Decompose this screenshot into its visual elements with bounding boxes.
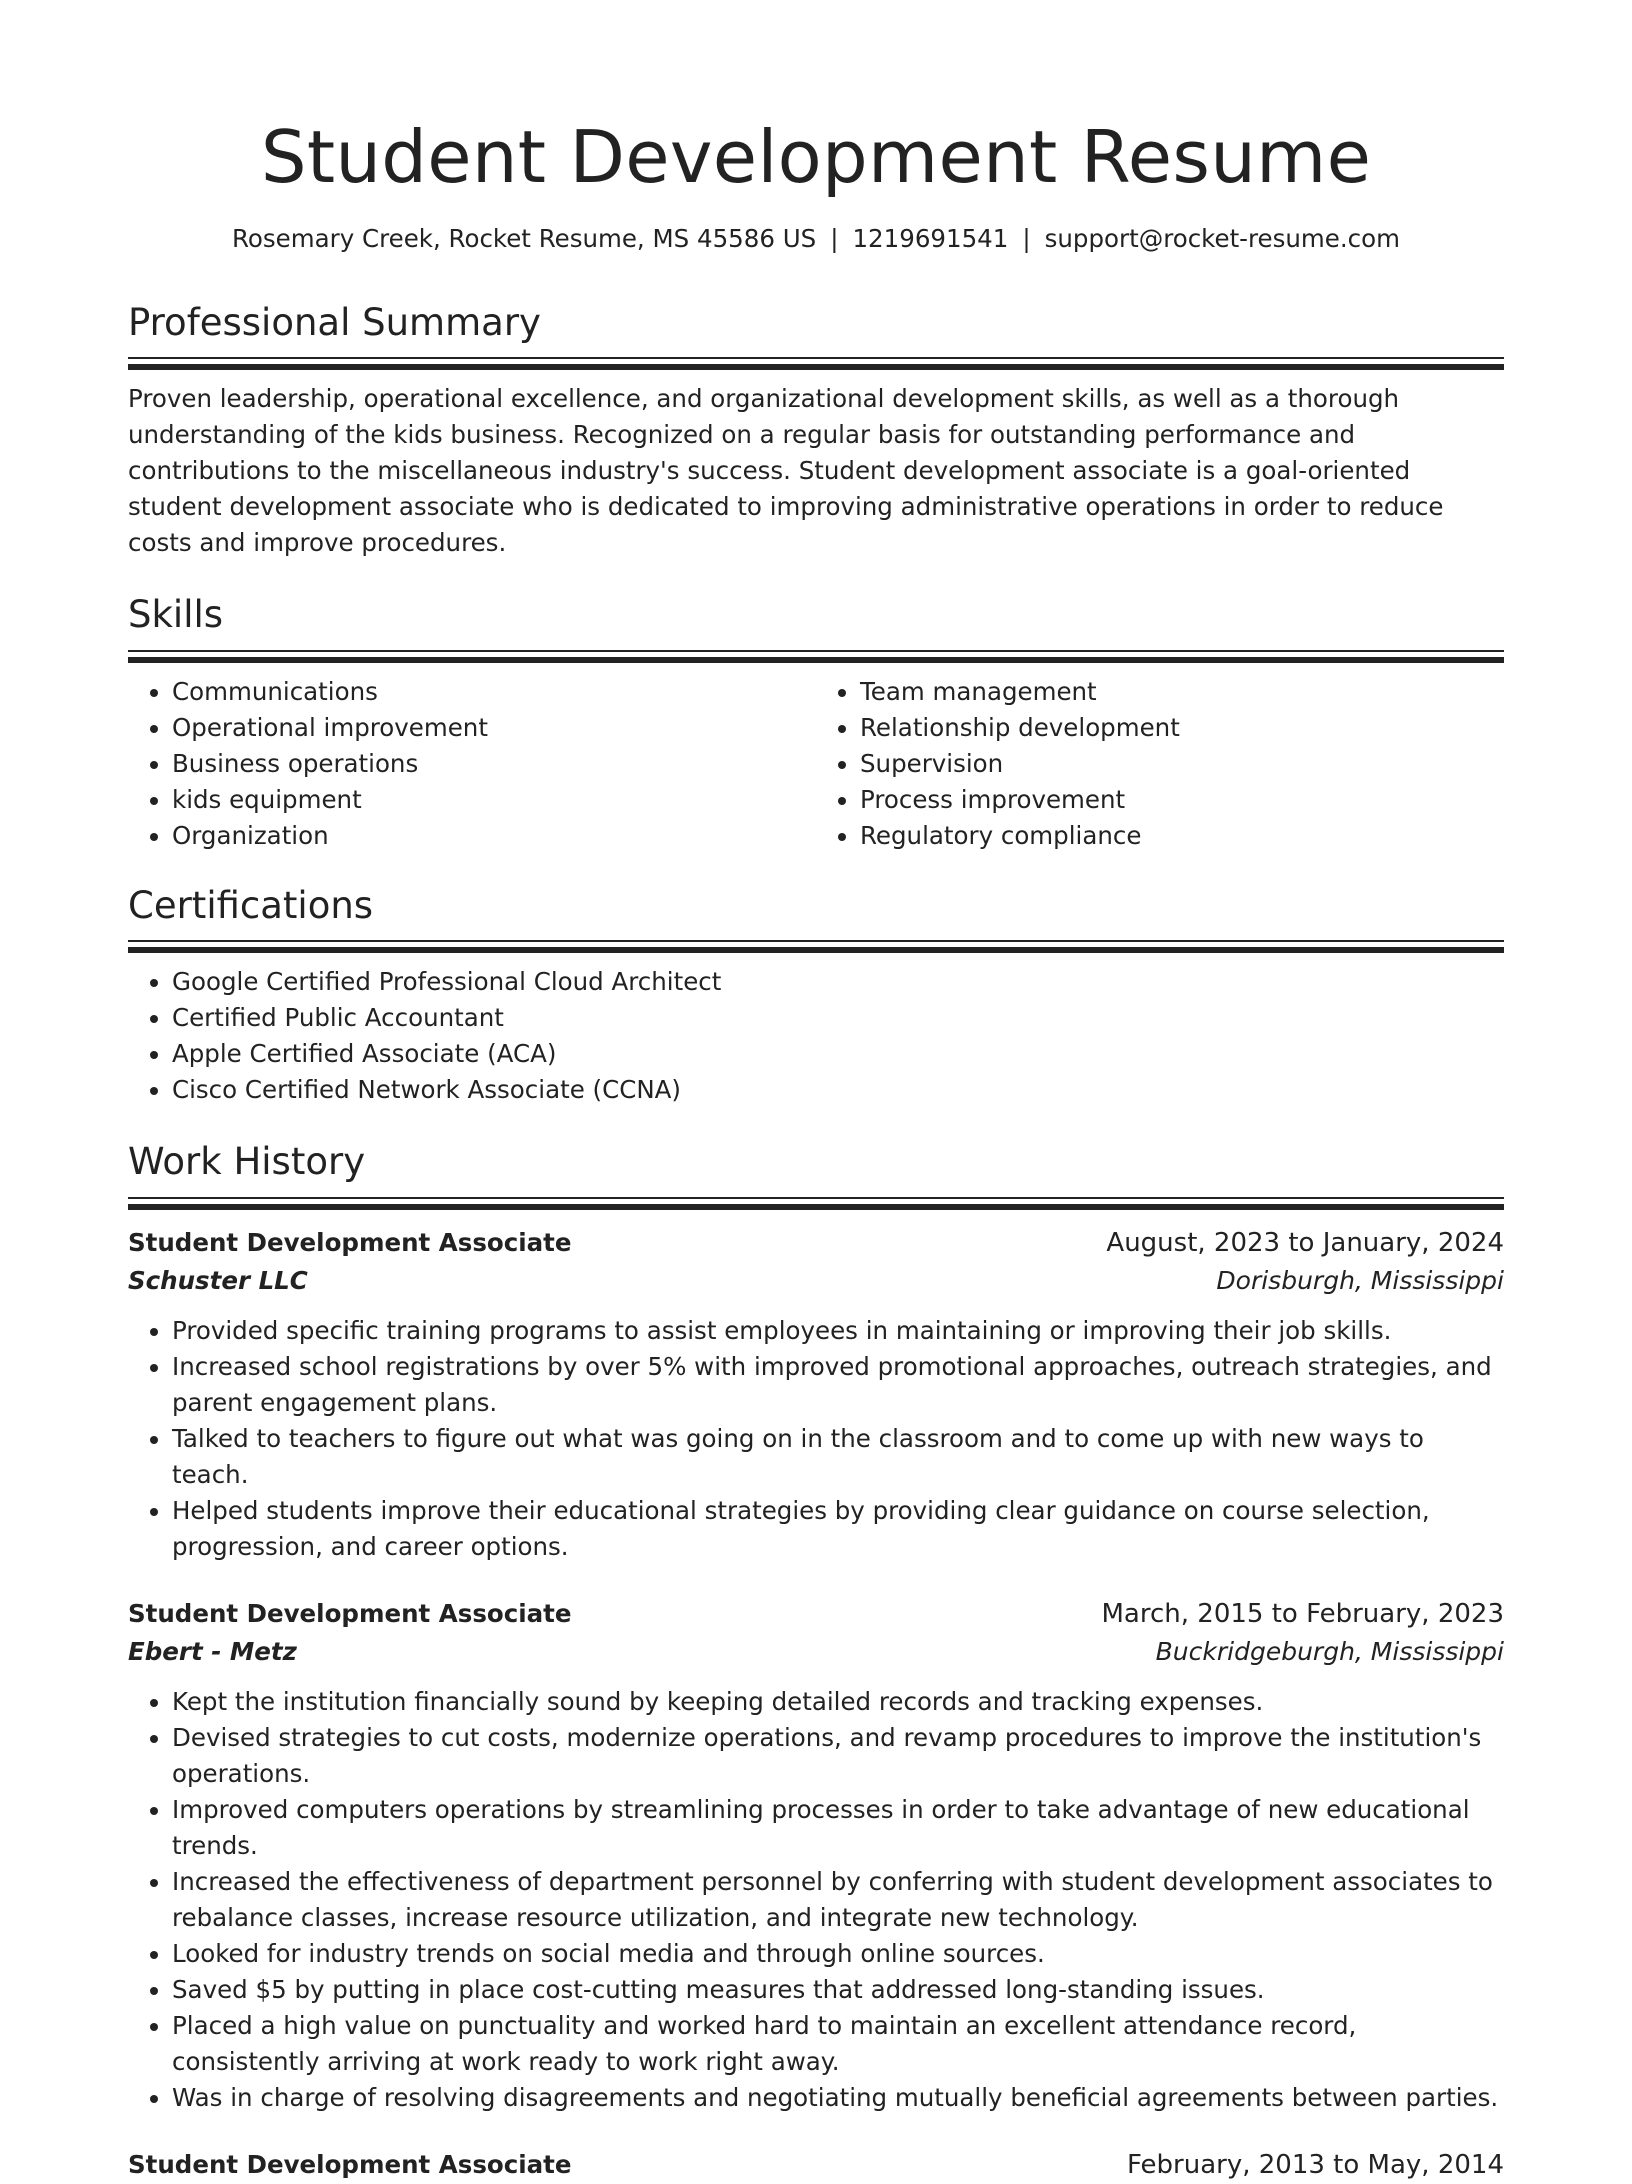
job-title: Student Development Associate xyxy=(128,1598,572,1628)
job-location: Dorisburgh, Mississippi xyxy=(1216,1265,1504,1295)
certifications-list xyxy=(128,964,1504,1108)
job-company: Schuster LLC xyxy=(128,1265,308,1295)
contact-line xyxy=(128,223,1504,255)
job-dates: March, 2015 to February, 2023 xyxy=(1101,1598,1504,1629)
job-title: Student Development Associate xyxy=(128,1227,572,1257)
job-bullet: • Helped students improve their educational strategies by providing clear guidance on course selection, progression, and career options. xyxy=(172,1493,1504,1565)
skill-item: • Regulatory compliance xyxy=(860,818,1504,854)
job-bullets xyxy=(128,1684,1504,2116)
job-entry xyxy=(128,1595,1504,2116)
certification-item: • Apple Certified Associate (ACA) xyxy=(172,1036,1504,1072)
skills-list-right xyxy=(816,674,1504,854)
job-dates: February, 2013 to May, 2014 xyxy=(1127,2149,1504,2180)
certification-item: • Google Certified Professional Cloud Architect xyxy=(172,964,1504,1000)
job-bullet: • Devised strategies to cut costs, modernize operations, and revamp procedures to improve the institution's operations. xyxy=(172,1720,1504,1792)
skills-list-left xyxy=(128,674,816,854)
contact-address: Rosemary Creek, Rocket Resume, MS 45586 US xyxy=(232,224,817,254)
skill-item: • Business operations xyxy=(172,746,816,782)
job-bullet: • Increased the effectiveness of department personnel by conferring with student development associates to rebalance classes, increase resource utilization, and integrate new technology. xyxy=(172,1864,1504,1936)
job-title: Student Development Associate xyxy=(128,2149,572,2179)
contact-separator: | xyxy=(830,224,839,254)
job-bullet: • Kept the institution financially sound by keeping detailed records and tracking expenses. xyxy=(172,1684,1504,1720)
skill-item: • Team management xyxy=(860,674,1504,710)
section-divider xyxy=(128,1197,1504,1210)
skill-item: • Relationship development xyxy=(860,710,1504,746)
job-entry xyxy=(128,2146,1504,2184)
skill-item: • kids equipment xyxy=(172,782,816,818)
contact-email[interactable]: support@rocket-resume.com xyxy=(1044,224,1400,254)
section-divider xyxy=(128,940,1504,953)
job-header xyxy=(128,2146,1504,2184)
skills-section xyxy=(128,593,1504,853)
job-bullet: • Talked to teachers to figure out what was going on in the classroom and to come up with new ways to teach. xyxy=(172,1421,1504,1493)
job-bullet: • Improved computers operations by streamlining processes in order to take advantage of new educational trends. xyxy=(172,1792,1504,1864)
job-bullet: • Was in charge of resolving disagreements and negotiating mutually beneficial agreements between parties. xyxy=(172,2080,1504,2116)
summary-section xyxy=(128,301,1504,561)
skills-grid xyxy=(128,674,1504,854)
job-entry xyxy=(128,1224,1504,1565)
certification-item: • Certified Public Accountant xyxy=(172,1000,1504,1036)
section-divider xyxy=(128,357,1504,370)
skill-item: • Process improvement xyxy=(860,782,1504,818)
job-company: Ebert - Metz xyxy=(128,1636,297,1666)
job-subheader xyxy=(128,1262,1504,1300)
job-bullets xyxy=(128,1313,1504,1565)
certifications-heading: Certifications xyxy=(128,883,374,927)
skill-item: • Organization xyxy=(172,818,816,854)
job-dates: August, 2023 to January, 2024 xyxy=(1106,1227,1504,1258)
contact-separator: | xyxy=(1022,224,1031,254)
skill-item: • Operational improvement xyxy=(172,710,816,746)
section-divider xyxy=(128,650,1504,663)
work-jobs xyxy=(128,1224,1504,2184)
summary-heading: Professional Summary xyxy=(128,301,541,345)
resume-title: Student Development Resume xyxy=(260,115,1372,199)
contact-phone: 1219691541 xyxy=(852,224,1009,254)
skills-heading: Skills xyxy=(128,593,224,637)
skill-item: • Supervision xyxy=(860,746,1504,782)
job-header xyxy=(128,1224,1504,1262)
job-subheader xyxy=(128,1633,1504,1671)
work-history-section xyxy=(128,1140,1504,2183)
summary-text: Proven leadership, operational excellence, and organizational development skills, as well as a thorough understanding of the kids business. Recognized on a regular basis for outstanding performance and contributions to the miscellaneous industry's success. Student development associate is a goal-oriented student development associate who is dedicated to improving administrative operations in order to reduce costs and improve procedures. xyxy=(128,384,1444,558)
certification-item: • Cisco Certified Network Associate (CCNA) xyxy=(172,1072,1504,1108)
job-bullet: • Provided specific training programs to assist employees in maintaining or improving their job skills. xyxy=(172,1313,1504,1349)
job-bullet: • Increased school registrations by over 5% with improved promotional approaches, outreach strategies, and parent engagement plans. xyxy=(172,1349,1504,1421)
work-history-heading: Work History xyxy=(128,1140,366,1184)
job-bullet: • Placed a high value on punctuality and worked hard to maintain an excellent attendance record, consistently arriving at work ready to work right away. xyxy=(172,2008,1504,2080)
skill-item: • Communications xyxy=(172,674,816,710)
job-bullet: • Saved $5 by putting in place cost-cutting measures that addressed long-standing issues. xyxy=(172,1972,1504,2008)
certifications-section xyxy=(128,884,1504,1108)
job-bullet: • Looked for industry trends on social media and through online sources. xyxy=(172,1936,1504,1972)
job-location: Buckridgeburgh, Mississippi xyxy=(1155,1636,1504,1666)
job-header xyxy=(128,1595,1504,1633)
